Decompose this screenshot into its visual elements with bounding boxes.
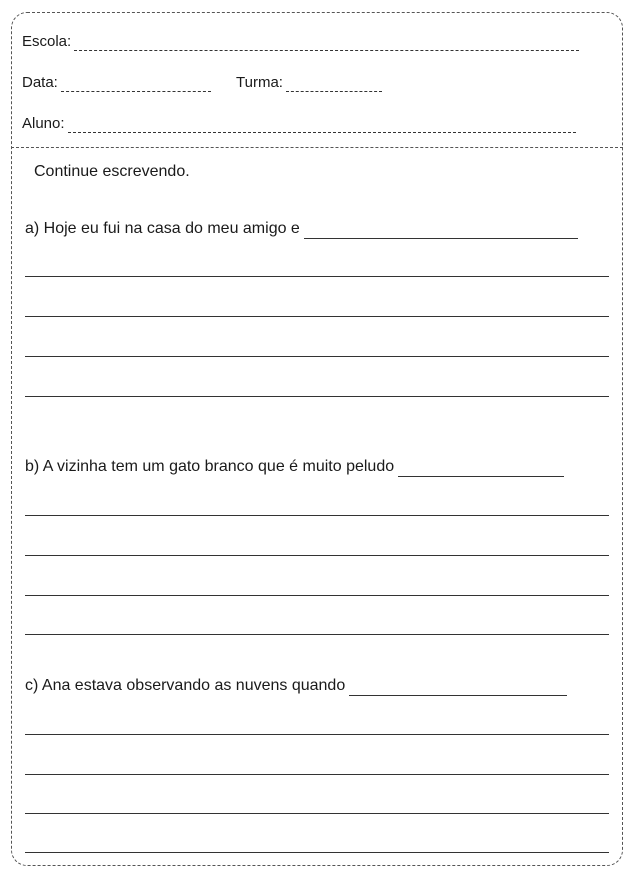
escola-label: Escola: (22, 33, 72, 50)
prompt-a (25, 219, 578, 239)
worksheet-border (11, 12, 623, 866)
writing-line[interactable] (25, 316, 609, 317)
prompt-c-text: c) Ana estava observando as nuvens quando (25, 677, 346, 694)
aluno-label: Aluno: (22, 115, 65, 132)
prompt-b-text: b) A vizinha tem um gato branco que é muito peludo (25, 458, 395, 475)
writing-line[interactable] (25, 595, 609, 596)
writing-line[interactable] (25, 813, 609, 814)
aluno-blank[interactable] (68, 120, 576, 133)
writing-line[interactable] (25, 396, 609, 397)
writing-line[interactable] (25, 356, 609, 357)
writing-line[interactable] (25, 734, 609, 735)
header-divider (11, 147, 623, 148)
instruction-text: Continue escrevendo. (34, 163, 190, 180)
prompt-c (25, 676, 567, 696)
data-blank[interactable] (61, 79, 211, 92)
prompt-a-blank[interactable] (304, 224, 578, 239)
writing-line[interactable] (25, 555, 609, 556)
turma-field[interactable] (236, 74, 382, 92)
writing-line[interactable] (25, 852, 609, 853)
escola-field[interactable] (22, 33, 579, 51)
data-field[interactable] (22, 74, 211, 92)
writing-line[interactable] (25, 515, 609, 516)
prompt-b-blank[interactable] (398, 462, 564, 477)
turma-blank[interactable] (286, 79, 382, 92)
escola-blank[interactable] (74, 38, 579, 51)
writing-line[interactable] (25, 276, 609, 277)
turma-label: Turma: (236, 74, 283, 91)
data-label: Data: (22, 74, 58, 91)
aluno-field[interactable] (22, 115, 576, 133)
prompt-a-text: a) Hoje eu fui na casa do meu amigo e (25, 220, 300, 237)
prompt-c-blank[interactable] (349, 681, 567, 696)
prompt-b (25, 457, 564, 477)
writing-line[interactable] (25, 634, 609, 635)
writing-line[interactable] (25, 774, 609, 775)
